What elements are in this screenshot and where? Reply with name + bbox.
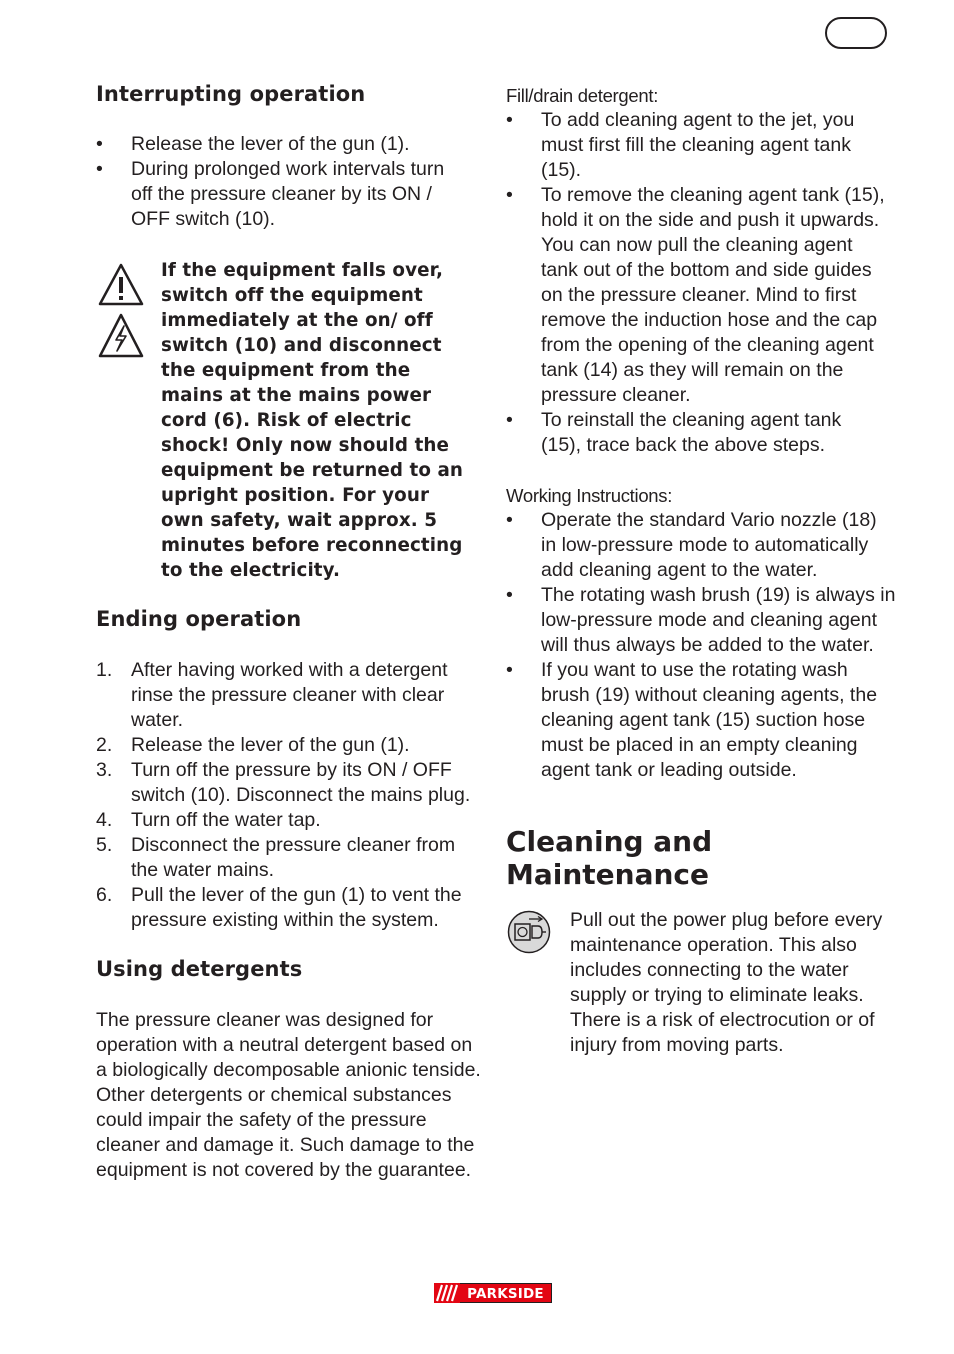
- step-number: 6.: [96, 884, 113, 906]
- item-text: Release the lever of the gun (1).: [131, 133, 410, 155]
- parkside-logo: [434, 1283, 552, 1303]
- list-item: [96, 833, 476, 883]
- step-text: Turn off the pressure by its ON / OFF switch (10). Disconnect the mains plug.: [131, 759, 471, 806]
- bullet-marker: •: [96, 133, 103, 155]
- brand-name: PARKSIDE: [460, 1283, 552, 1303]
- interrupting-heading: Interrupting operation: [96, 82, 366, 106]
- list-item: [96, 132, 486, 157]
- bullet-marker: •: [96, 158, 103, 180]
- fill-drain-heading: Fill/drain detergent:: [506, 85, 659, 106]
- ending-heading: Ending operation: [96, 607, 302, 631]
- list-item: [506, 408, 861, 458]
- ending-steps: [96, 658, 486, 933]
- working-instructions-heading: Working Instructions:: [506, 485, 673, 506]
- bullet-marker: •: [506, 184, 513, 206]
- bullet-marker: •: [506, 409, 513, 431]
- unplug-power-icon: [507, 910, 551, 954]
- list-item: [96, 758, 486, 808]
- heading-line: Maintenance: [506, 858, 710, 891]
- list-item: [506, 658, 896, 783]
- step-text: Disconnect the pressure cleaner from the water mains.: [131, 834, 456, 881]
- list-item: [96, 808, 486, 833]
- item-text: The rotating wash brush (19) is always in low-pressure mode and cleaning agent will thus always be added to the water.: [541, 584, 896, 656]
- item-text: During prolonged work intervals turn off the pressure cleaner by its ON / OFF switch (10).: [131, 158, 445, 230]
- list-item: [506, 508, 889, 583]
- step-text: Turn off the water tap.: [131, 809, 321, 831]
- step-number: 2.: [96, 734, 113, 756]
- language-badge: [825, 17, 887, 49]
- item-text: To reinstall the cleaning agent tank (15), trace back the above steps.: [541, 409, 842, 456]
- list-item: [506, 108, 883, 183]
- detergents-heading: Using detergents: [96, 957, 303, 981]
- detergents-paragraph: The pressure cleaner was designed for operation with a neutral detergent based on a biologically decomposable anionic tenside. Other detergents or chemical substances could impair the safety of the pressure cleaner and damage it. Such damage to the equipment is not covered by the guarantee.: [96, 1009, 481, 1181]
- step-number: 3.: [96, 759, 113, 781]
- step-number: 4.: [96, 809, 113, 831]
- item-text: Operate the standard Vario nozzle (18) in low-pressure mode to automatically add cleaning agent to the water.: [541, 509, 877, 581]
- heading-line: Cleaning and: [506, 825, 713, 858]
- item-text: To add cleaning agent to the jet, you must first fill the cleaning agent tank (15).: [541, 109, 855, 181]
- list-item: [96, 658, 466, 733]
- step-text: Release the lever of the gun (1).: [131, 734, 410, 756]
- bullet-marker: •: [506, 509, 513, 531]
- step-text: After having worked with a detergent rinse the pressure cleaner with clear water.: [131, 659, 448, 731]
- warning-text: If the equipment falls over, switch off the equipment immediately at the on/ off switch (10) and disconnect the equipment from the mains at the mains power cord (6). Risk of electric shock! Only now should the equipment be returned to an upright position. For your own safety, wait approx. 5 minutes before reconnecting to the electricity.: [161, 260, 464, 581]
- bullet-marker: •: [506, 584, 513, 606]
- interrupting-list: [96, 132, 486, 232]
- list-item: [96, 157, 461, 232]
- working-instructions-list: [506, 508, 896, 783]
- list-item: [506, 183, 891, 408]
- list-item: [506, 583, 896, 658]
- cleaning-note: Pull out the power plug before every maintenance operation. This also includes connecting to the water supply or trying to eliminate leaks. There is a risk of electrocution or of injury from moving parts.: [570, 909, 883, 1056]
- warning-triangle-icon: [98, 263, 144, 307]
- bullet-marker: •: [506, 659, 513, 681]
- list-item: [96, 733, 486, 758]
- fill-drain-list: [506, 108, 896, 458]
- step-text: Pull the lever of the gun (1) to vent the pressure existing within the system.: [131, 884, 462, 931]
- bullet-marker: •: [506, 109, 513, 131]
- item-text: To remove the cleaning agent tank (15), hold it on the side and push it upwards. You can now pull the cleaning agent tank out of the bottom and side guides on the pressure cleaner. Mind to first remove the induction hose and the cap from the opening of the cleaning agent tank (14) as they will remain on the pressure cleaner.: [541, 184, 885, 406]
- electric-shock-warning-icon: [98, 313, 144, 359]
- step-number: 5.: [96, 834, 113, 856]
- step-number: 1.: [96, 659, 113, 681]
- item-text: If you want to use the rotating wash brush (19) without cleaning agents, the cleaning agent tank (15) suction hose must be placed in an empty cleaning agent tank or leading outside.: [541, 659, 878, 781]
- list-item: [96, 883, 476, 933]
- logo-stripes-icon: [434, 1283, 460, 1303]
- cleaning-maintenance-heading: [506, 825, 712, 891]
